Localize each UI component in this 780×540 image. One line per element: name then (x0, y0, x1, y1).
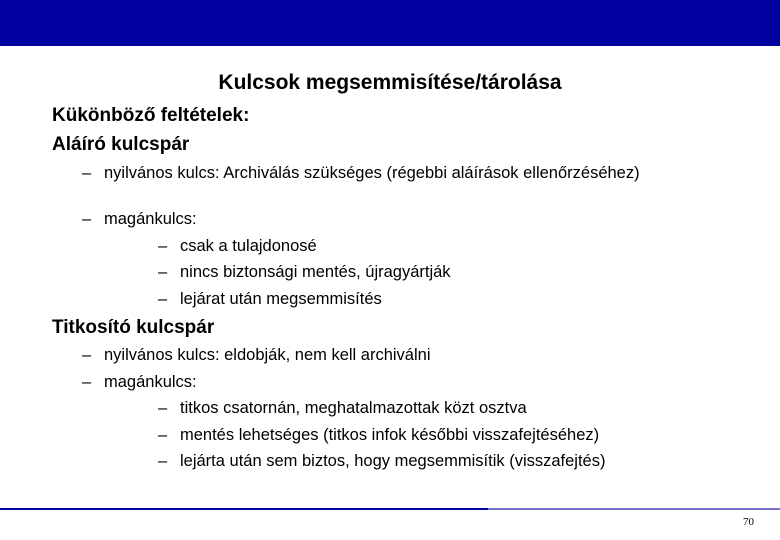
dash-bullet: – (158, 237, 168, 255)
list-item-text: mentés lehetséges (titkos infok későbbi visszafejtéséhez) (180, 426, 600, 444)
dash-bullet: – (82, 346, 92, 364)
list-item-text: magánkulcs: (104, 373, 197, 391)
dash-bullet: – (82, 373, 92, 391)
intro-heading: Kükönböző feltételek: (52, 105, 250, 126)
list-item-text: titkos csatornán, meghatalmazottak közt osztva (180, 399, 527, 417)
list-subitem-backup-possible (158, 424, 599, 446)
footer-rule (0, 508, 780, 510)
dash-bullet: – (82, 164, 92, 182)
dash-bullet: – (158, 290, 168, 308)
footer-rule-left (0, 508, 488, 510)
dash-bullet: – (158, 399, 168, 417)
dash-bullet: – (158, 426, 168, 444)
list-subitem-secret-channel (158, 397, 527, 419)
list-item-text: lejárat után megsemmisítés (180, 290, 382, 308)
section-heading-encryption: Titkosító kulcspár (52, 317, 215, 338)
header-bar (0, 0, 780, 46)
dash-bullet: – (158, 452, 168, 470)
list-item-text: magánkulcs: (104, 210, 197, 228)
list-subitem-no-backup (158, 261, 451, 283)
list-item-encryption-private (82, 371, 197, 393)
dash-bullet: – (158, 263, 168, 281)
list-item-text: lejárta után sem biztos, hogy megsemmisítik (visszafejtés) (180, 452, 606, 470)
list-item-signing-private (82, 208, 197, 230)
slide-title: Kulcsok megsemmisítése/tárolása (218, 71, 562, 94)
list-item-signing-public (82, 162, 662, 184)
list-item-encryption-public (82, 344, 431, 366)
list-subitem-expiry-destroy (158, 288, 382, 310)
dash-bullet: – (82, 210, 92, 228)
list-item-text: nyilvános kulcs: eldobják, nem kell archiválni (104, 346, 431, 364)
list-item-text: csak a tulajdonosé (180, 237, 317, 255)
page-number: 70 (743, 516, 754, 528)
list-item-text: nincs biztonsági mentés, újragyártják (180, 263, 451, 281)
section-heading-signing: Aláíró kulcspár (52, 134, 190, 155)
footer-rule-right (488, 508, 780, 510)
list-subitem-owner (158, 235, 317, 257)
list-subitem-not-destroyed (158, 450, 605, 472)
list-item-text: nyilvános kulcs: Archiválás szükséges (régebbi aláírások ellenőrzéséhez) (104, 164, 640, 182)
